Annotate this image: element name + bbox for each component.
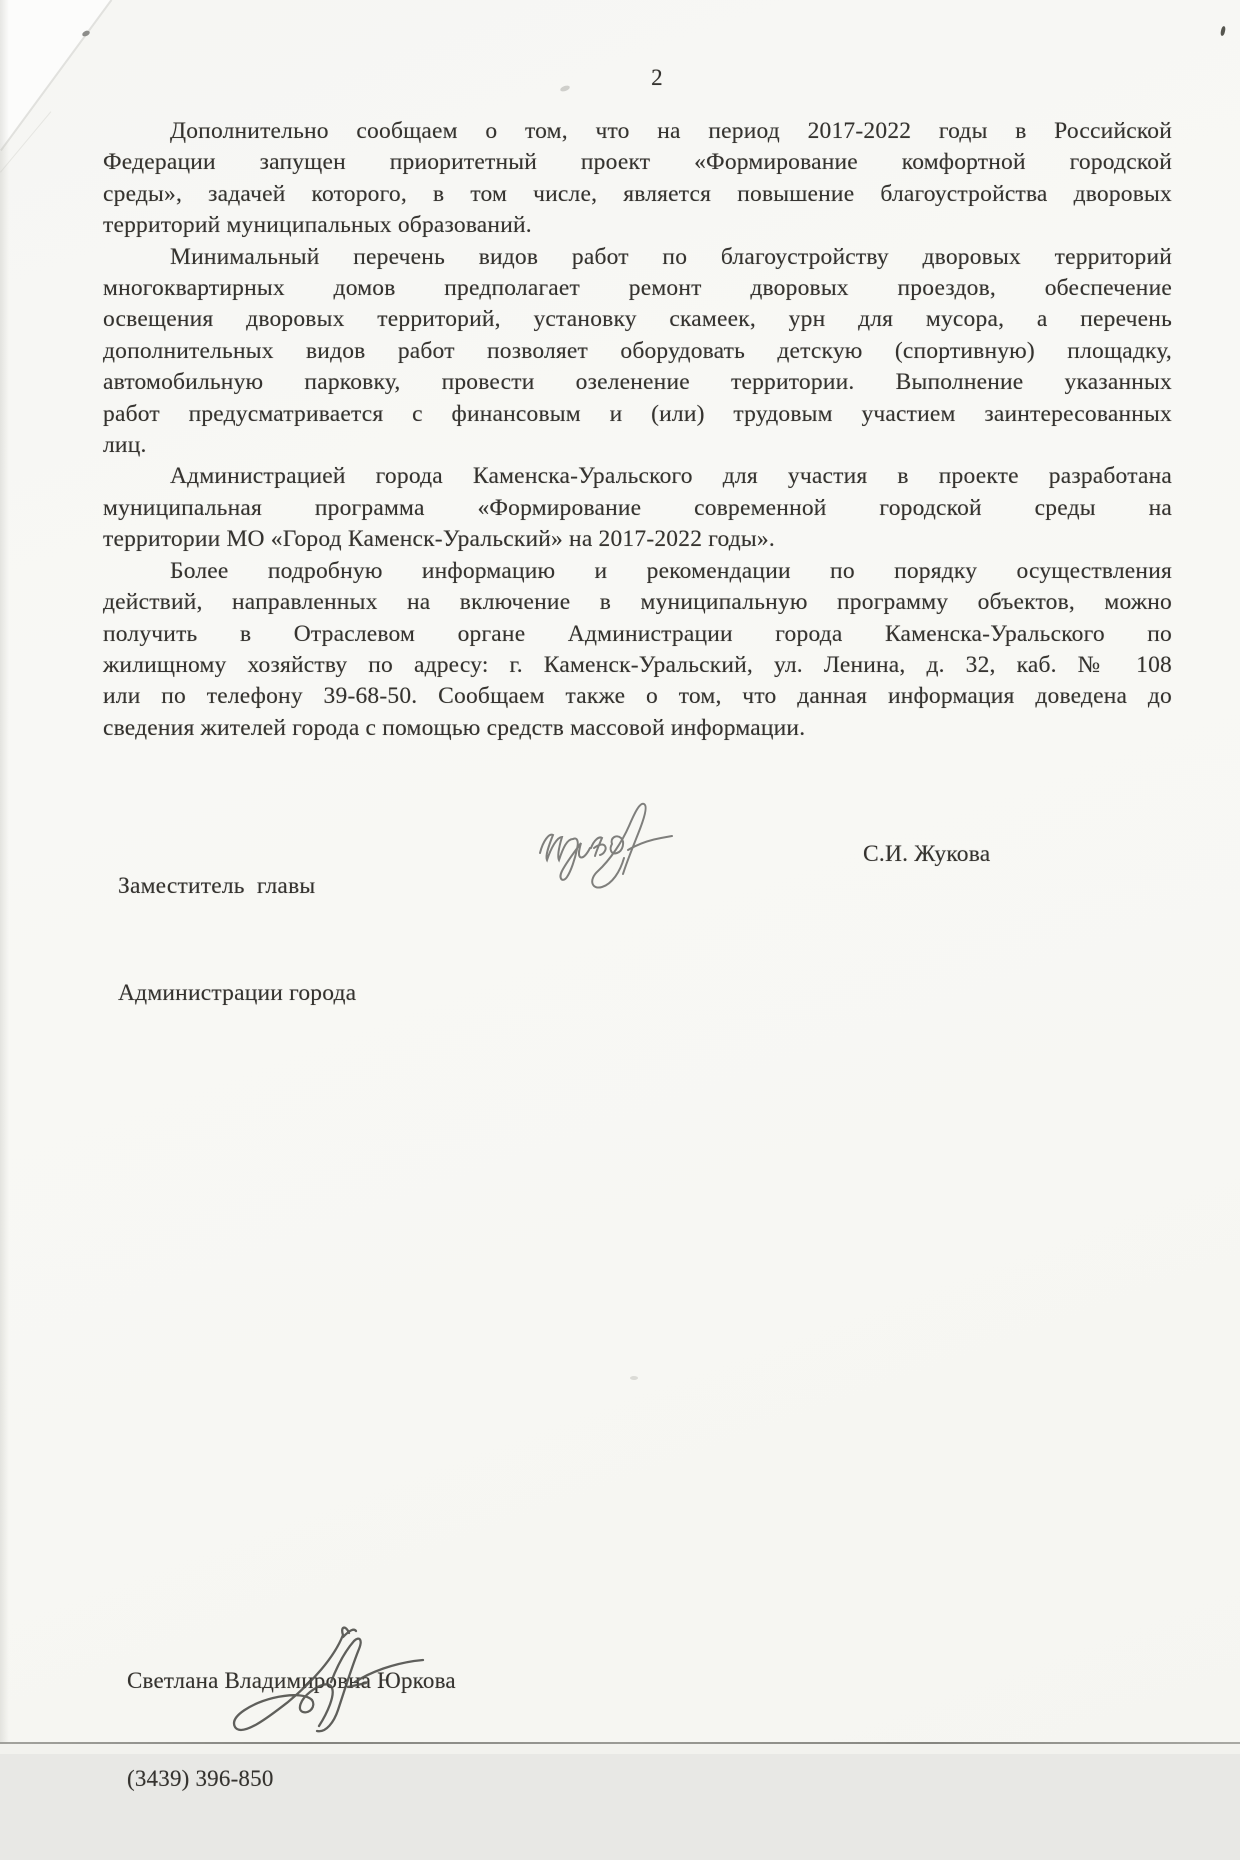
body-line: или по телефону 39-68-50. Сообщаем также о том, что данная информация доведена до [103, 683, 1172, 710]
contact-name: Светлана Владимировна Юркова [127, 1668, 456, 1693]
scan-speck [1220, 26, 1226, 37]
contact-phone: (3439) 396-850 [127, 1765, 274, 1791]
body-line: жилищному хозяйству по адресу: г. Каменск-Уральский, ул. Ленина, д. 32, каб. № 108 [103, 651, 1172, 678]
body-line: многоквартирных домов предполагает ремонт дворовых проездов, обеспечение [103, 275, 1172, 302]
zhukova-handwritten-signature-icon [528, 792, 678, 897]
body-line: территории МО «Город Каменск-Уральский» на 2017-2022 годы». [103, 526, 775, 553]
signer-position-line-2: Администрации города [118, 979, 357, 1006]
body-line: Федерации запущен приоритетный проект «Формирование комфортной городской [103, 149, 1172, 176]
yurkova-handwritten-signature-icon [220, 1620, 465, 1742]
body-line: Более подробную информацию и рекомендации по порядку осуществления [170, 557, 1172, 584]
body-line: работ предусматривается с финансовым и (или) трудовым участием заинтересованных [103, 400, 1172, 427]
body-line: дополнительных видов работ позволяет оборудовать детскую (спортивную) площадку, [103, 337, 1172, 364]
body-line: действий, направленных на включение в муниципальную программу объектов, можно [103, 589, 1172, 616]
scan-speck [630, 1376, 638, 1380]
letter-body-text [103, 116, 1172, 744]
body-line: сведения жителей города с помощью средств массовой информации. [103, 714, 806, 741]
scan-speck [559, 84, 570, 92]
signer-name: С.И. Жукова [863, 841, 991, 867]
signer-position-title [118, 798, 356, 1082]
body-line: автомобильную парковку, провести озеленение территории. Выполнение указанных [103, 369, 1172, 396]
body-line: территорий муниципальных образований. [103, 212, 532, 239]
page-number: 2 [651, 65, 663, 90]
body-line: Администрацией города Каменска-Уральского для участия в проекте разработана [170, 463, 1172, 490]
signer-position-line-1: Заместитель главы [118, 873, 316, 899]
body-line: освещения дворовых территорий, установку скамеек, урн для мусора, а перечень [103, 306, 1172, 333]
body-line: получить в Отраслевом органе Администрации города Каменска-Уральского по [103, 620, 1172, 647]
body-line: Минимальный перечень видов работ по благоустройству дворовых территорий [170, 243, 1172, 270]
body-line: Дополнительно сообщаем о том, что на период 2017-2022 годы в Российской [170, 118, 1172, 144]
body-line: лиц. [103, 432, 147, 459]
body-line: среды», задачей которого, в том числе, является повышение благоустройства дворовых [103, 180, 1172, 207]
scan-edge-shadow [0, 0, 9, 1754]
scan-edge-strip [0, 1744, 1240, 1754]
body-line: муниципальная программа «Формирование современной городской среды на [103, 494, 1172, 521]
